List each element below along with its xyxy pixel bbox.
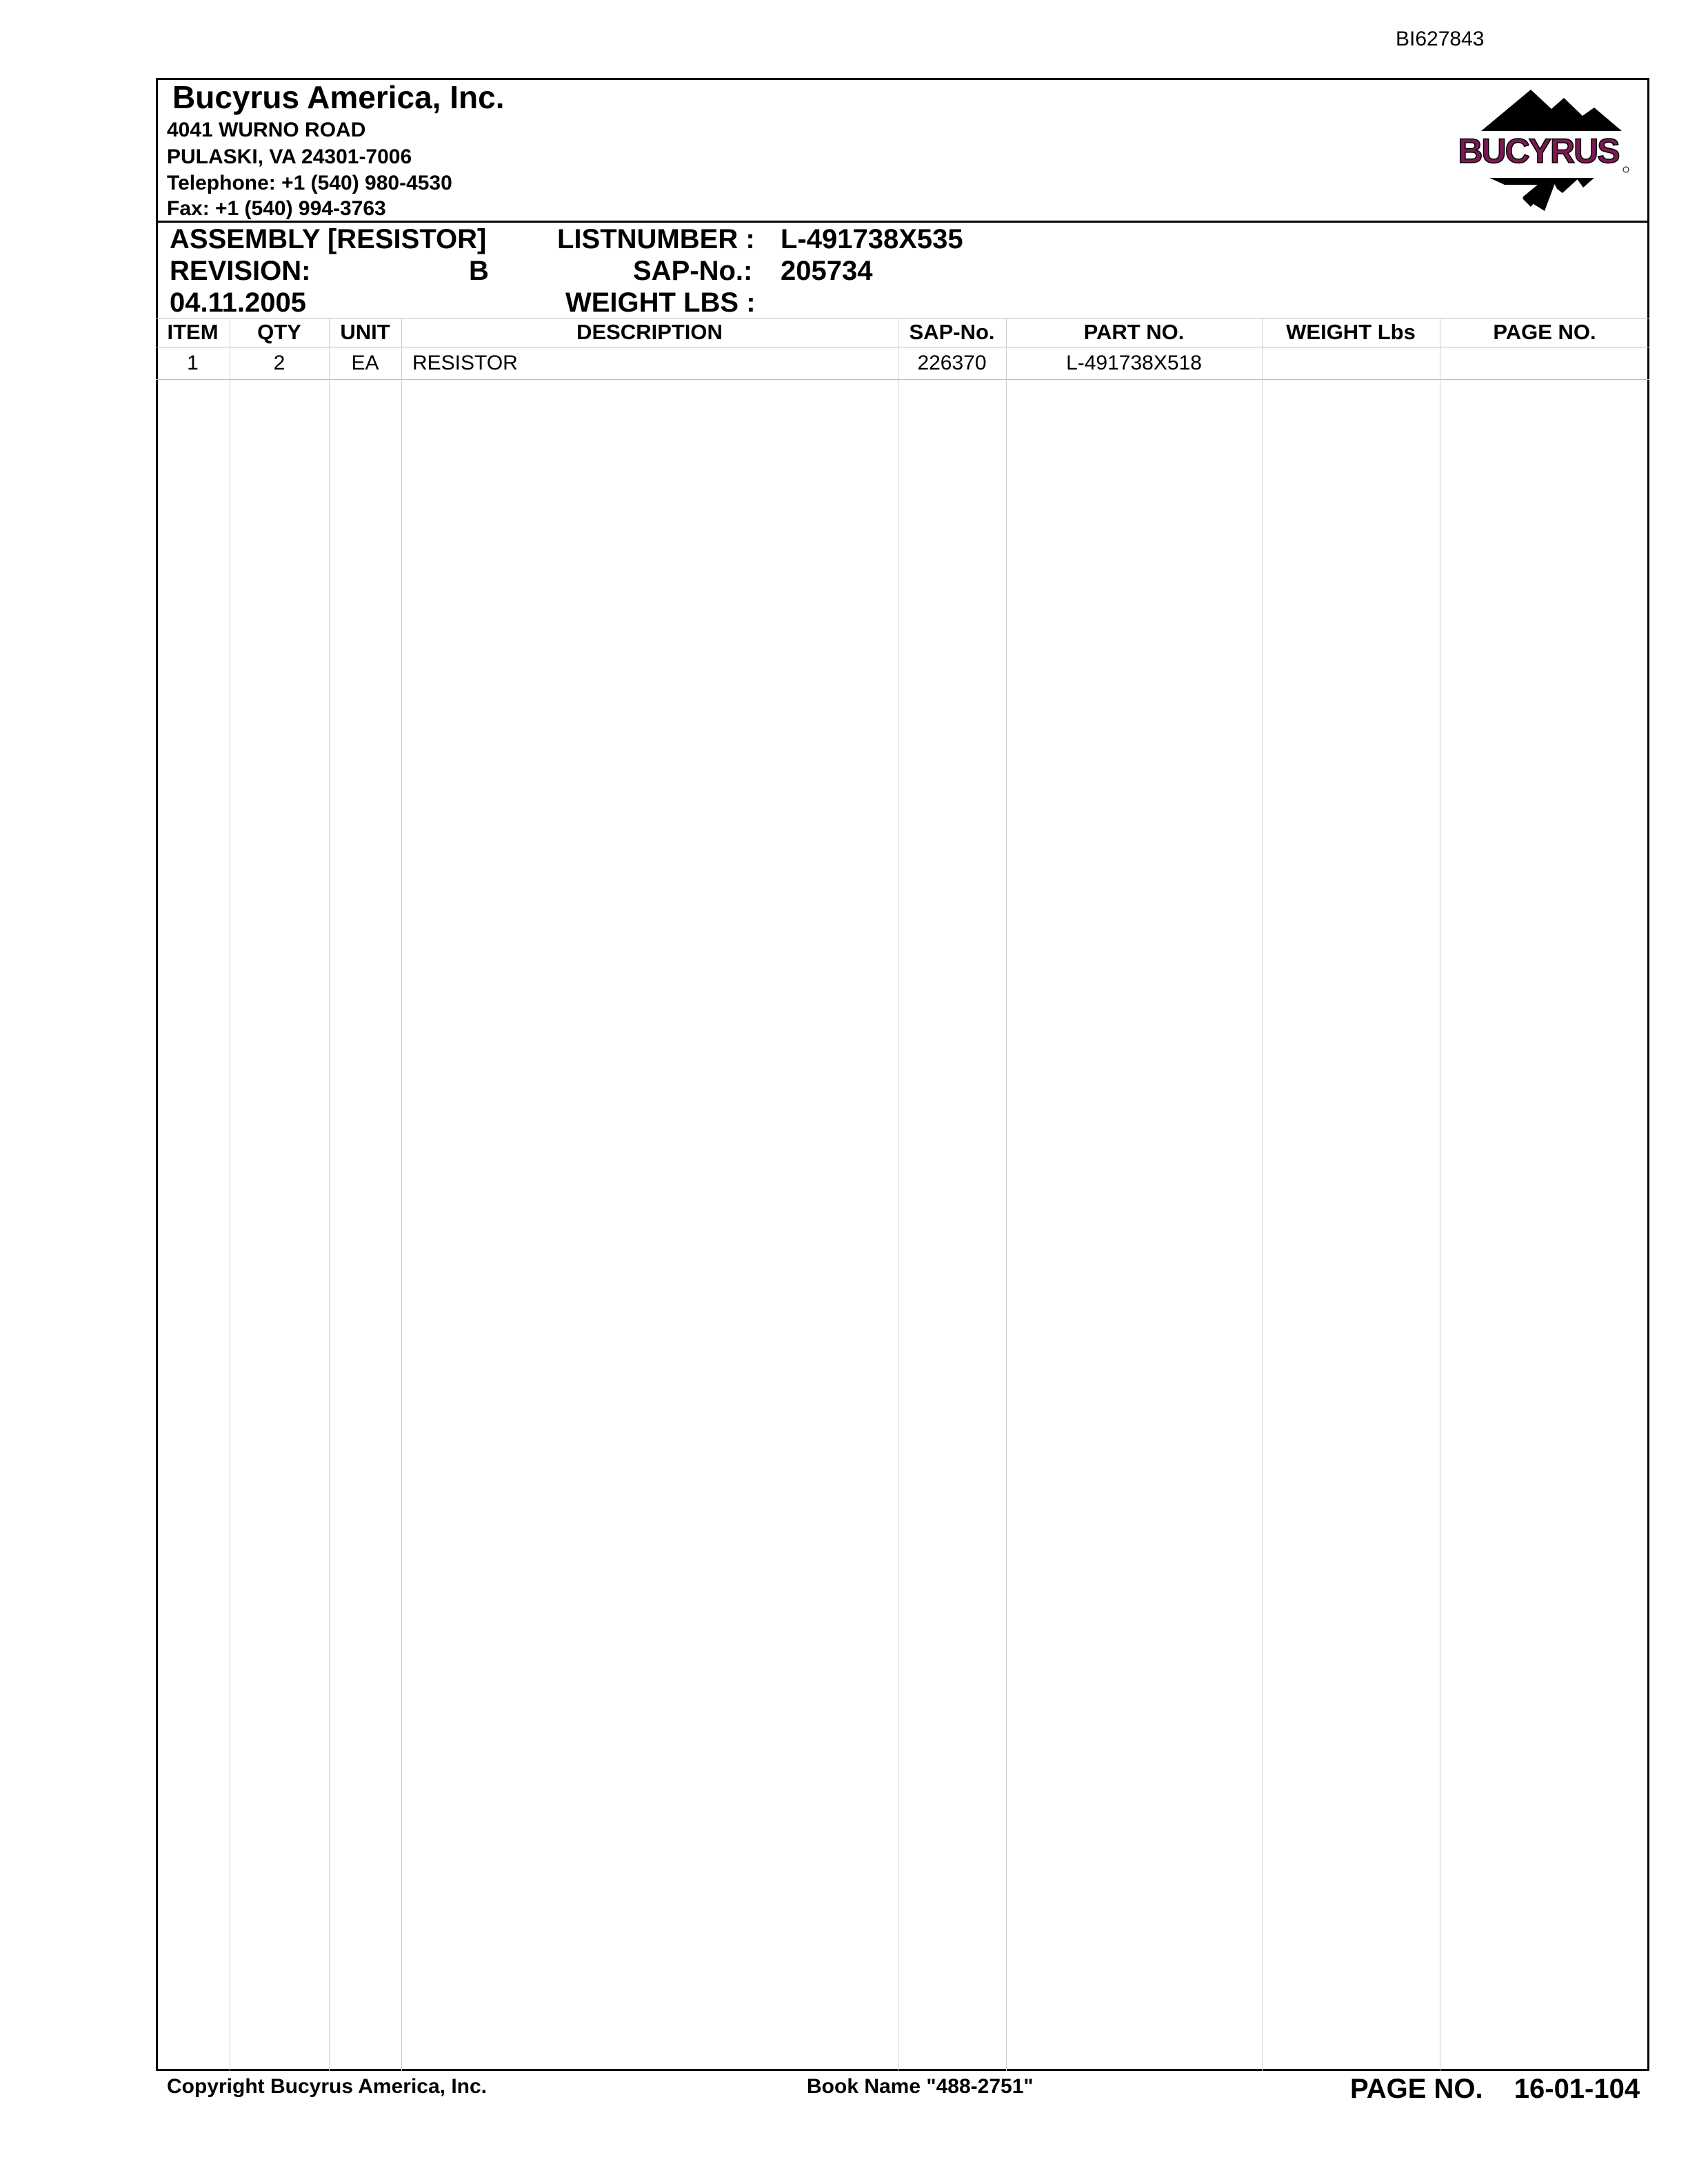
footer-copyright: Copyright Bucyrus America, Inc.	[167, 2075, 488, 2098]
column-header-qty: QTY	[257, 320, 301, 344]
column-divider	[1262, 318, 1263, 2071]
company-address-line1: 4041 WURNO ROAD	[167, 119, 366, 141]
column-header-sap-no: SAP-No.	[909, 320, 995, 344]
sap-value: 205734	[781, 256, 873, 286]
footer-page-value: 16-01-104	[1514, 2074, 1640, 2104]
revision-label: REVISION:	[170, 256, 311, 286]
footer-book-name: Book Name "488-2751"	[807, 2075, 1034, 2098]
table-cell-item: 1	[187, 352, 199, 374]
footer-page-number	[1350, 2074, 1640, 2105]
assembly-title: ASSEMBLY [RESISTOR]	[170, 224, 487, 254]
company-address-line2: PULASKI, VA 24301-7006	[167, 145, 412, 168]
column-header-item: ITEM	[167, 320, 219, 344]
header-divider	[156, 221, 1649, 223]
company-name: Bucyrus America, Inc.	[172, 79, 505, 115]
table-cell-description: RESISTOR	[412, 352, 518, 374]
table-cell-part-no: L-491738X518	[1066, 352, 1202, 374]
column-header-description: DESCRIPTION	[576, 320, 723, 344]
document-id: BI627843	[1396, 28, 1485, 50]
sap-label: SAP-No.:	[633, 256, 753, 286]
bucyrus-logo	[1441, 88, 1636, 212]
table-cell-qty: 2	[273, 352, 285, 374]
column-header-unit: UNIT	[340, 320, 390, 344]
table-cell-sap-no: 226370	[917, 352, 987, 374]
column-divider	[329, 318, 330, 2071]
column-header-weight: WEIGHT Lbs	[1286, 320, 1416, 344]
column-divider	[1006, 318, 1007, 2071]
weight-label: WEIGHT LBS :	[565, 287, 756, 318]
table-cell-unit: EA	[351, 352, 379, 374]
company-telephone: Telephone: +1 (540) 980-4530	[167, 172, 452, 194]
column-header-page-no: PAGE NO.	[1493, 320, 1596, 344]
footer-page-label: PAGE NO.	[1350, 2074, 1483, 2104]
column-divider	[401, 318, 402, 2071]
column-header-part-no: PART NO.	[1083, 320, 1185, 344]
logo-wordmark: BUCYRUS	[1458, 132, 1619, 170]
parts-table	[156, 318, 1649, 2071]
revision-value: B	[469, 256, 489, 286]
company-fax: Fax: +1 (540) 994-3763	[167, 197, 386, 220]
listnumber-label: LISTNUMBER :	[557, 224, 755, 254]
listnumber-value: L-491738X535	[781, 224, 963, 254]
assembly-date: 04.11.2005	[170, 287, 306, 318]
